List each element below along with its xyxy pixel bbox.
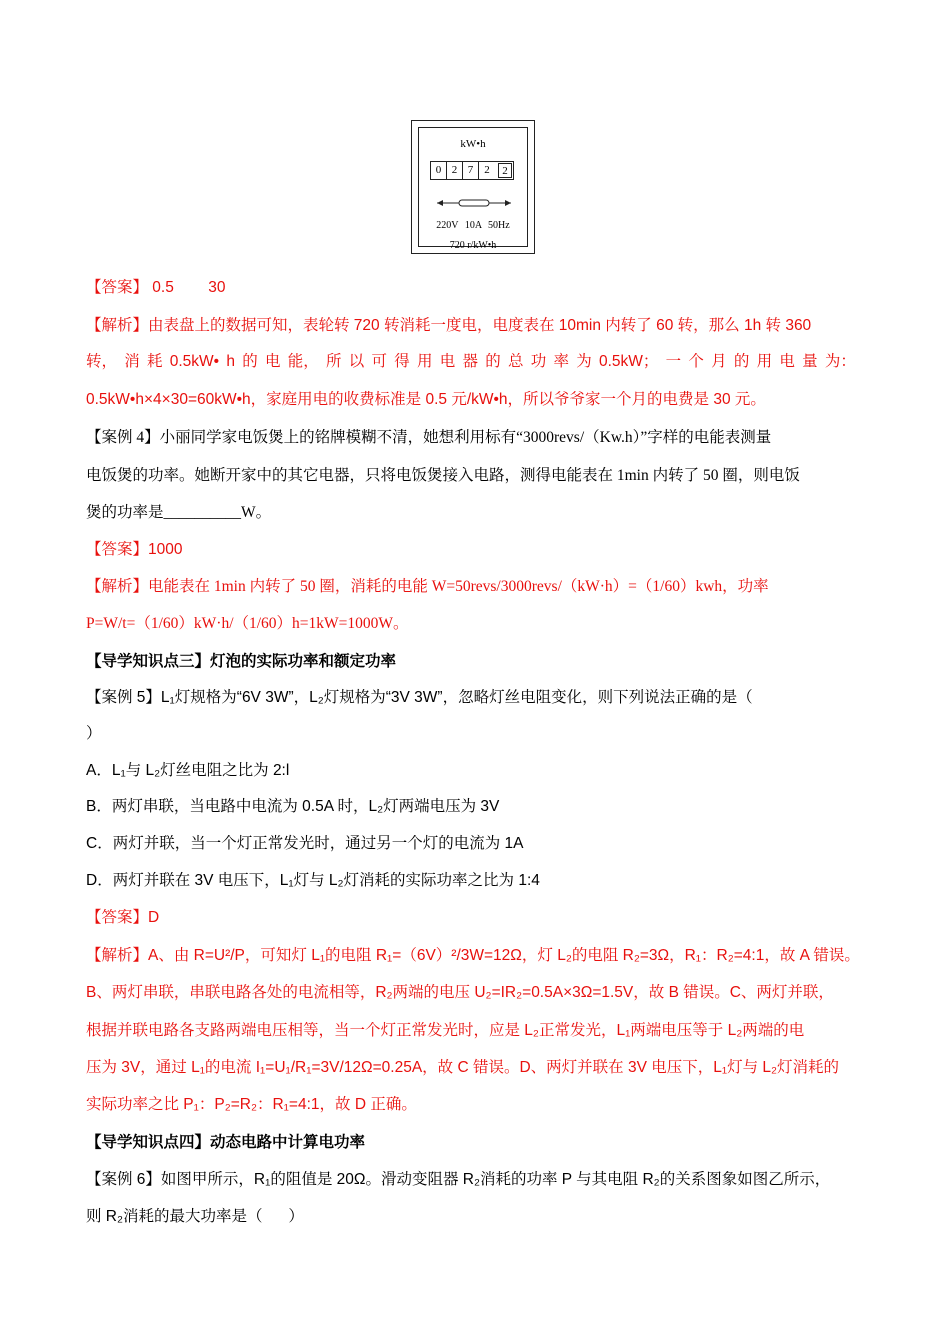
text-token: 以 (348, 353, 365, 370)
explanation-3-line1: 【解析】由表盘上的数据可知，表轮转 720 转消耗一度电，电度表在 10min 内转了 60 转，那么 1h 转 360 (86, 317, 812, 334)
answer-4: 【答案】1000 (86, 541, 183, 558)
text-token: 可 (371, 353, 387, 370)
meter-digit: 2 (484, 164, 490, 176)
explanation-4-line2: P=W/t=（1/60）kW·h/（1/60）h=1kW=1000W。 (86, 615, 409, 632)
text-token: 耗 (147, 353, 163, 370)
text-token: 器 (462, 353, 478, 370)
case-6-question-line1: 【案例 6】如图甲所示，R₁的阻值是 20Ω。滑动变阻器 R₂消耗的功率 P 与其电阻 R₂的关系图象如图乙所示， (86, 1171, 831, 1188)
text-token: 量 (802, 353, 818, 370)
option-a: A．L₁与 L₂灯丝电阻之比为 2:l (86, 762, 290, 779)
meter-frequency: 50Hz (488, 220, 510, 231)
text-token: 的 (242, 353, 258, 370)
meter-face (418, 127, 528, 251)
explanation-5-line2: B、两灯串联，串联电路各处的电流相等，R₂两端的电压 U₂=IR₂=0.5A×3Ω=1.5V，故 B 错误。C、两灯并联， (86, 984, 834, 1001)
meter-revolutions: 720 r/kW•h (449, 240, 497, 251)
text-token: 所 (325, 353, 342, 370)
text-token: 率 (553, 353, 569, 370)
text-token: h (226, 353, 235, 370)
electricity-meter-figure (411, 120, 535, 254)
text-token: 转， (86, 353, 118, 370)
explanation-3-line3: 0.5kW•h×4×30=60kW•h，家庭用电的收费标准是 0.5 元/kW•h，所以爷爷家一个月的电费是 30 元。 (86, 391, 766, 408)
case-5-question-line1: 【案例 5】L₁灯规格为“6V 3W”，L₂灯规格为“3V 3W”，忽略灯丝电阻变化，则下列说法正确的是（ (86, 689, 753, 706)
section-heading-4: 【导学知识点四】动态电路中计算电功率 (86, 1134, 366, 1151)
explanation-5-line1: 【解析】A、由 R=U²/P，可知灯 L₁的电阻 R₁=（6V）²/3W=12Ω，灯 L₂的电阻 R₂=3Ω，R₁：R₂=4:1，故 A 错误。 (86, 947, 860, 964)
text-token: 消 (124, 353, 140, 370)
text-token: 电 (264, 353, 281, 370)
text-token: 个 (688, 353, 704, 370)
text-token: 月 (711, 353, 727, 370)
text-token: 得 (394, 353, 410, 370)
text-token: 为： (824, 353, 856, 370)
text-token: 用 (416, 353, 433, 370)
case-6-question-line2: 则 R₂消耗的最大功率是（ ） (86, 1208, 304, 1225)
text-token: 用 (756, 353, 773, 370)
explanation-5-line4: 压为 3V，通过 L₁的电流 I₁=U₁/R₁=3V/12Ω=0.25A，故 C 错误。D、两灯并联在 3V 电压下，L₁灯与 L₂灯消耗的 (86, 1059, 840, 1076)
answer-5: 【答案】D (86, 909, 160, 926)
meter-digit: 7 (463, 162, 479, 179)
meter-unit-label: kW•h (460, 138, 486, 150)
meter-rotor-icon (437, 198, 511, 208)
text-token: 能， (287, 353, 319, 370)
text-token: 0.5kW； (598, 353, 659, 370)
option-b: B．两灯串联，当电路中电流为 0.5A 时，L₂灯两端电压为 3V (86, 798, 500, 815)
case-4-question-line1: 【案例 4】小丽同学家电饭煲上的铭牌模糊不清，她想利用标有“3000revs/（Kw.h）”字样的电能表测量 (86, 429, 772, 446)
meter-rating (419, 220, 527, 231)
text-token: 一 (665, 353, 682, 370)
case-5-question-line2: ） (86, 725, 102, 742)
case-4-question-line2: 电饭煲的功率。她断开家中的其它电器，只将电饭煲接入电路，测得电能表在 1min 内转了 50 圈，则电饭 (86, 467, 800, 484)
meter-current: 10A (464, 220, 482, 231)
answer-3: 【答案】 0.5 30 (86, 279, 226, 296)
text-token: 为 (576, 353, 592, 370)
text-token: 的 (485, 353, 501, 370)
text-token: 0.5kW• (169, 353, 220, 370)
text-token: 总 (507, 353, 524, 370)
meter-digit-decimal: 2 (498, 163, 512, 178)
text-token: 电 (779, 353, 795, 370)
meter-digit-window (430, 161, 514, 180)
section-heading-3: 【导学知识点三】灯泡的实际功率和额定功率 (86, 653, 397, 670)
meter-digit: 2 (447, 162, 463, 179)
meter-voltage: 220V (436, 220, 459, 231)
text-token: 电 (439, 353, 456, 370)
text-token: 的 (733, 353, 750, 370)
text-token: 功 (530, 353, 547, 370)
explanation-4-line1: 【解析】电能表在 1min 内转了 50 圈，消耗的电能 W=50revs/3000revs/（kW·h）=（1/60）kwh，功率 (86, 578, 769, 595)
explanation-5-line5: 实际功率之比 P₁：P₂=R₂：R₁=4:1，故 D 正确。 (86, 1096, 417, 1113)
meter-digit: 0 (431, 162, 447, 179)
option-c: C．两灯并联，当一个灯正常发光时，通过另一个灯的电流为 1A (86, 835, 524, 852)
case-4-question-line3: 煲的功率是__________W。 (86, 504, 272, 521)
option-d: D．两灯并联在 3V 电压下，L₁灯与 L₂灯消耗的实际功率之比为 1:4 (86, 872, 540, 889)
explanation-5-line3: 根据并联电路各支路两端电压相等，当一个灯正常发光时，应是 L₂正常发光，L₁两端电压等于 L₂两端的电 (86, 1022, 805, 1039)
explanation-3-line2 (86, 352, 856, 372)
